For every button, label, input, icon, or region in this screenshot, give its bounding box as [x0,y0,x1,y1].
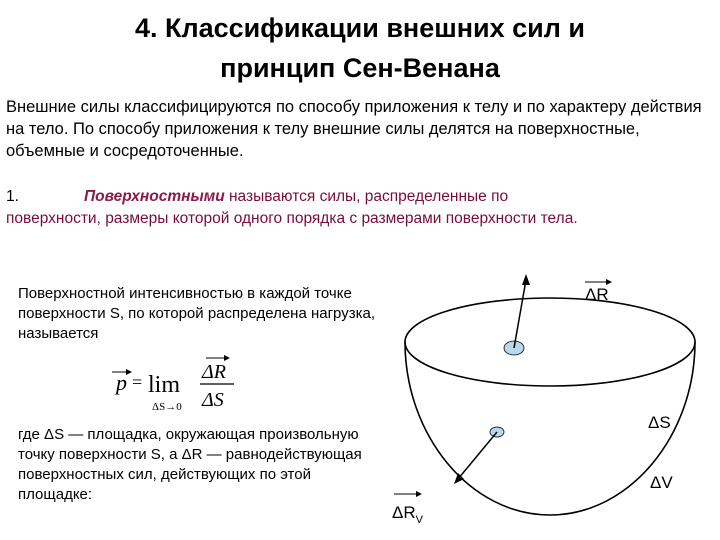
force-arrow-dRv [458,432,497,479]
formula-den: ΔS [202,389,224,411]
formula-lhs: p [116,370,127,395]
where-text: где ΔS — площадка, окружающая произвольную точку поверхности S, а ΔR — равнодействующая поверхностных сил, действующих по этой площадке: [18,426,362,503]
term-surface: Поверхностными [84,188,225,205]
item-number: 1. [6,188,19,205]
intensity-formula [102,354,302,414]
list-item-surface-forces [6,186,606,230]
force-arrow-dR [514,280,526,348]
formula-num: ΔR [202,361,226,383]
body-diagram [380,260,720,540]
definition-box [12,270,382,530]
title-line-2: принцип Сен-Венана [220,53,500,83]
intro-paragraph: Внешние силы классифицируются по способу приложения к телу и по характеру действия на тело. По способу приложения к телу внешние силы делятся на поверхностные, объемные и сосредоточенные. [6,98,702,160]
title-line-1: 4. Классификации внешних сил и [134,13,586,43]
vector-head-dRv [416,491,422,497]
label-dR: ΔR [585,285,609,304]
formula-sub: ΔS→0 [152,401,182,413]
definition-text: Поверхностной интенсивностью в каждой точке поверхности S, по которой распределена нагрузка, называется [18,285,376,342]
label-dRv: $\Delta R_V$ [392,503,423,526]
item-text: называются силы, распределенные по поверхности, размеры которой одного порядка с размерами поверхности тела. [6,188,578,227]
formula-lim: lim [148,372,181,398]
slide-title [40,8,680,88]
formula-eq: = [132,372,143,392]
label-dV: ΔV [650,473,673,492]
top-surface [405,298,695,386]
label-dS: ΔS [648,413,671,432]
arrow-head-dR [522,274,530,285]
